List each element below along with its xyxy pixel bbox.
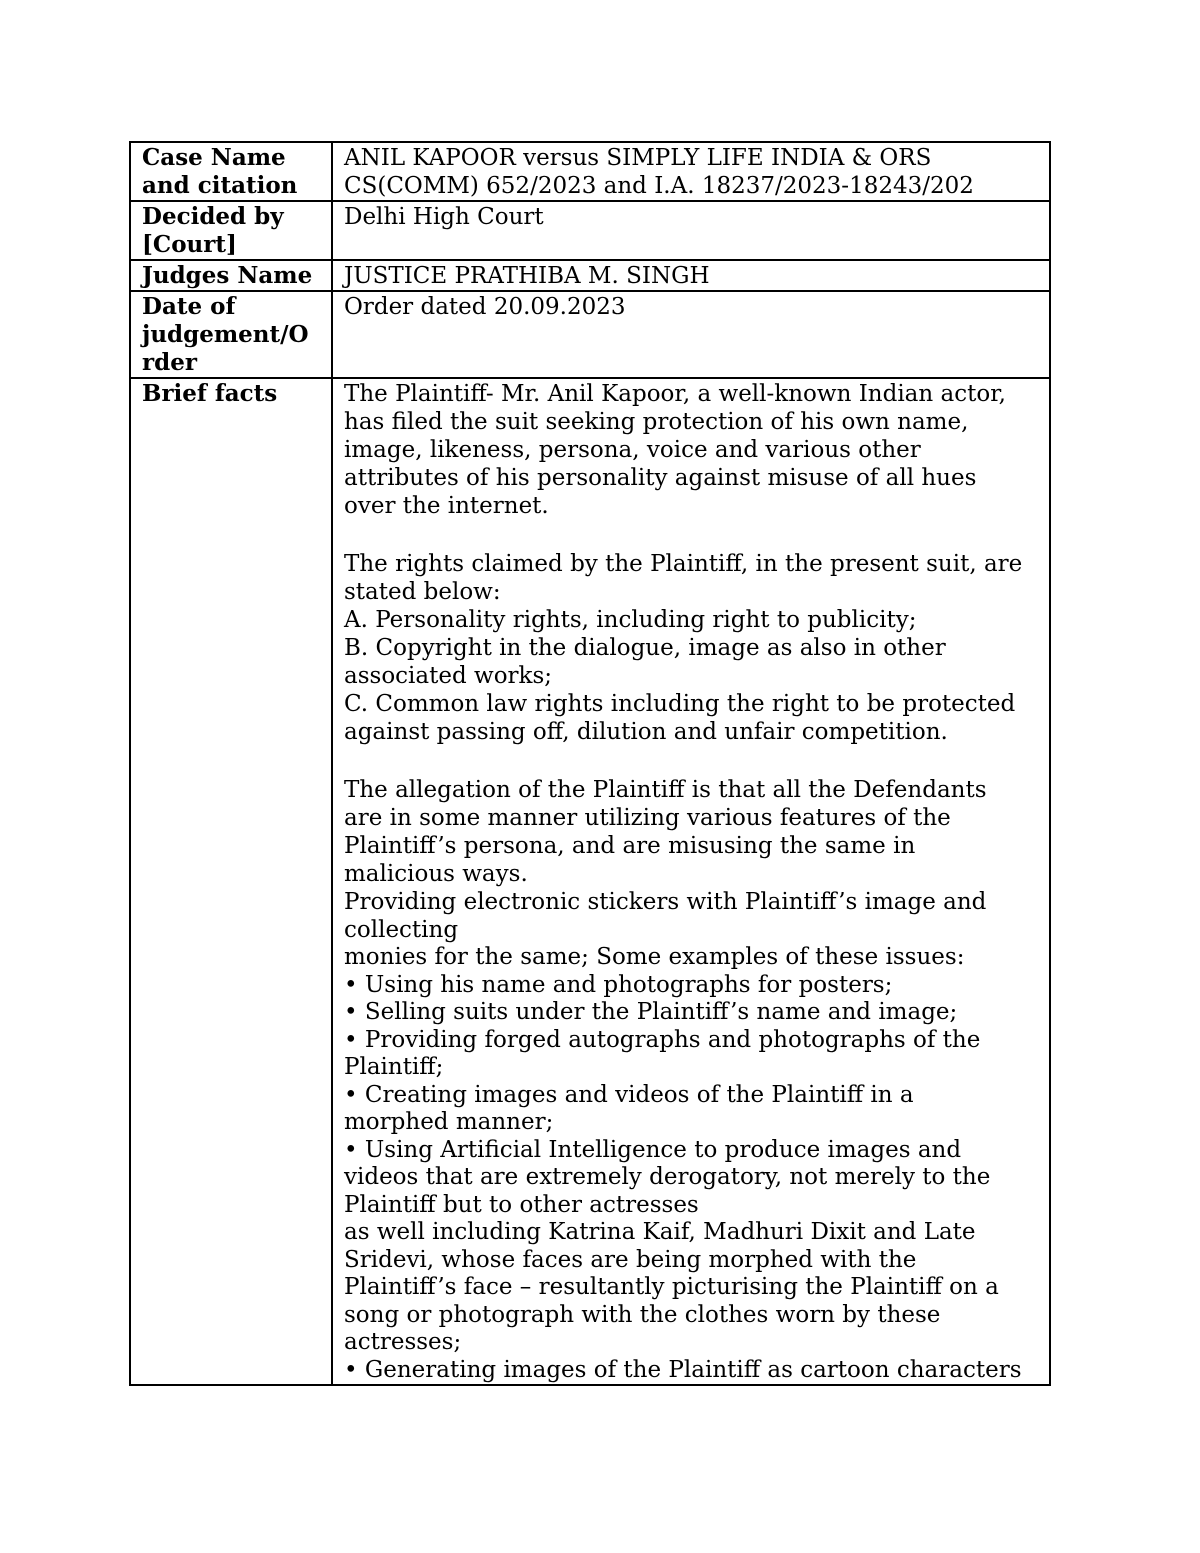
facts-line: image, likeness, persona, voice and various other [344, 437, 921, 463]
value-line: Delhi High Court [344, 204, 544, 230]
value-line: JUSTICE PRATHIBA M. SINGH [344, 263, 710, 289]
facts-line: C. Common law rights including the right to be protected [344, 691, 1016, 717]
facts-line: collecting [344, 917, 459, 943]
facts-line: The allegation of the Plaintiff is that all the Defendants [344, 777, 987, 803]
table-row [130, 201, 1050, 260]
label-line: Decided by [142, 203, 284, 230]
label-date [130, 291, 332, 378]
value-decided-by [332, 201, 1050, 260]
facts-line: A. Personality rights, including right to publicity; [344, 607, 917, 633]
paragraph-gap [344, 746, 1039, 776]
facts-line: videos that are extremely derogatory, not merely to the [344, 1164, 991, 1190]
facts-line: stated below: [344, 579, 501, 605]
paragraph-gap [344, 520, 1039, 550]
label-line: and citation [142, 172, 298, 199]
facts-line: Plaintiff but to other actresses [344, 1191, 699, 1218]
label-line: Case Name [142, 144, 286, 171]
facts-paragraph-3 [344, 776, 1039, 944]
facts-line: Plaintiff; [344, 1054, 444, 1080]
bullet-item: • Selling suits under the Plaintiff’s name and image; [344, 999, 958, 1025]
bullet-item: • Using his name and photographs for posters; [344, 971, 893, 998]
label-case-name [130, 142, 332, 201]
table-row [130, 291, 1050, 378]
facts-line: The rights claimed by the Plaintiff, in the present suit, are [344, 551, 1023, 577]
facts-line: B. Copyright in the dialogue, image as also in other [344, 635, 946, 661]
label-decided-by [130, 201, 332, 260]
value-case-name [332, 142, 1050, 201]
facts-line: The Plaintiff- Mr. Anil Kapoor, a well-known Indian actor, [344, 381, 1006, 407]
facts-line: Plaintiff’s persona, and are misusing the same in [344, 833, 916, 859]
value-judges-name [332, 260, 1050, 291]
facts-paragraph-1 [344, 380, 1039, 520]
facts-line: has filed the suit seeking protection of his own name, [344, 409, 969, 435]
label-line: rder [142, 349, 197, 376]
value-line: ANIL KAPOOR versus SIMPLY LIFE INDIA & ORS [344, 145, 932, 171]
value-brief-facts [332, 378, 1050, 1385]
facts-line: as well including Katrina Kaif, Madhuri Dixit and Late [344, 1219, 976, 1245]
label-line: judgement/O [142, 321, 309, 348]
label-line: Judges Name [142, 262, 313, 289]
table-row [130, 378, 1050, 1385]
facts-line: over the internet. [344, 493, 549, 519]
value-line: CS(COMM) 652/2023 and I.A. 18237/2023-18243/202 [344, 173, 974, 199]
facts-line: associated works; [344, 663, 553, 689]
facts-line: song or photograph with the clothes worn by these [344, 1301, 941, 1328]
label-line: Brief facts [142, 380, 278, 407]
bullet-item: • Generating images of the Plaintiff as cartoon characters [344, 1356, 1022, 1383]
value-line: Order dated 20.09.2023 [344, 294, 626, 320]
facts-line: monies for the same; Some examples of these issues: [344, 944, 965, 970]
label-line: Date of [142, 293, 236, 320]
table-row [130, 260, 1050, 291]
bullet-item: • Using Artificial Intelligence to produce images and [344, 1136, 962, 1163]
bullet-item: • Creating images and videos of the Plaintiff in a [344, 1081, 914, 1108]
value-date [332, 291, 1050, 378]
facts-paragraph-2 [344, 550, 1039, 746]
bullet-item: • Providing forged autographs and photographs of the [344, 1026, 981, 1053]
facts-line: are in some manner utilizing various features of the [344, 805, 951, 831]
facts-line: Providing electronic stickers with Plaintiff’s image and [344, 889, 987, 915]
facts-line: morphed manner; [344, 1109, 554, 1135]
facts-line: Sridevi, whose faces are being morphed with the [344, 1246, 917, 1273]
label-brief-facts [130, 378, 332, 1385]
case-summary-table [129, 141, 1051, 1386]
facts-line: Plaintiff’s face – resultantly picturising the Plaintiff on a [344, 1274, 999, 1300]
facts-line: against passing off, dilution and unfair competition. [344, 719, 948, 745]
label-line: [Court] [142, 231, 237, 258]
facts-paragraph-4 [344, 944, 1039, 1384]
facts-line: actresses; [344, 1329, 462, 1355]
label-judges-name [130, 260, 332, 291]
facts-line: malicious ways. [344, 861, 528, 887]
facts-line: attributes of his personality against misuse of all hues [344, 465, 977, 491]
table-row [130, 142, 1050, 201]
